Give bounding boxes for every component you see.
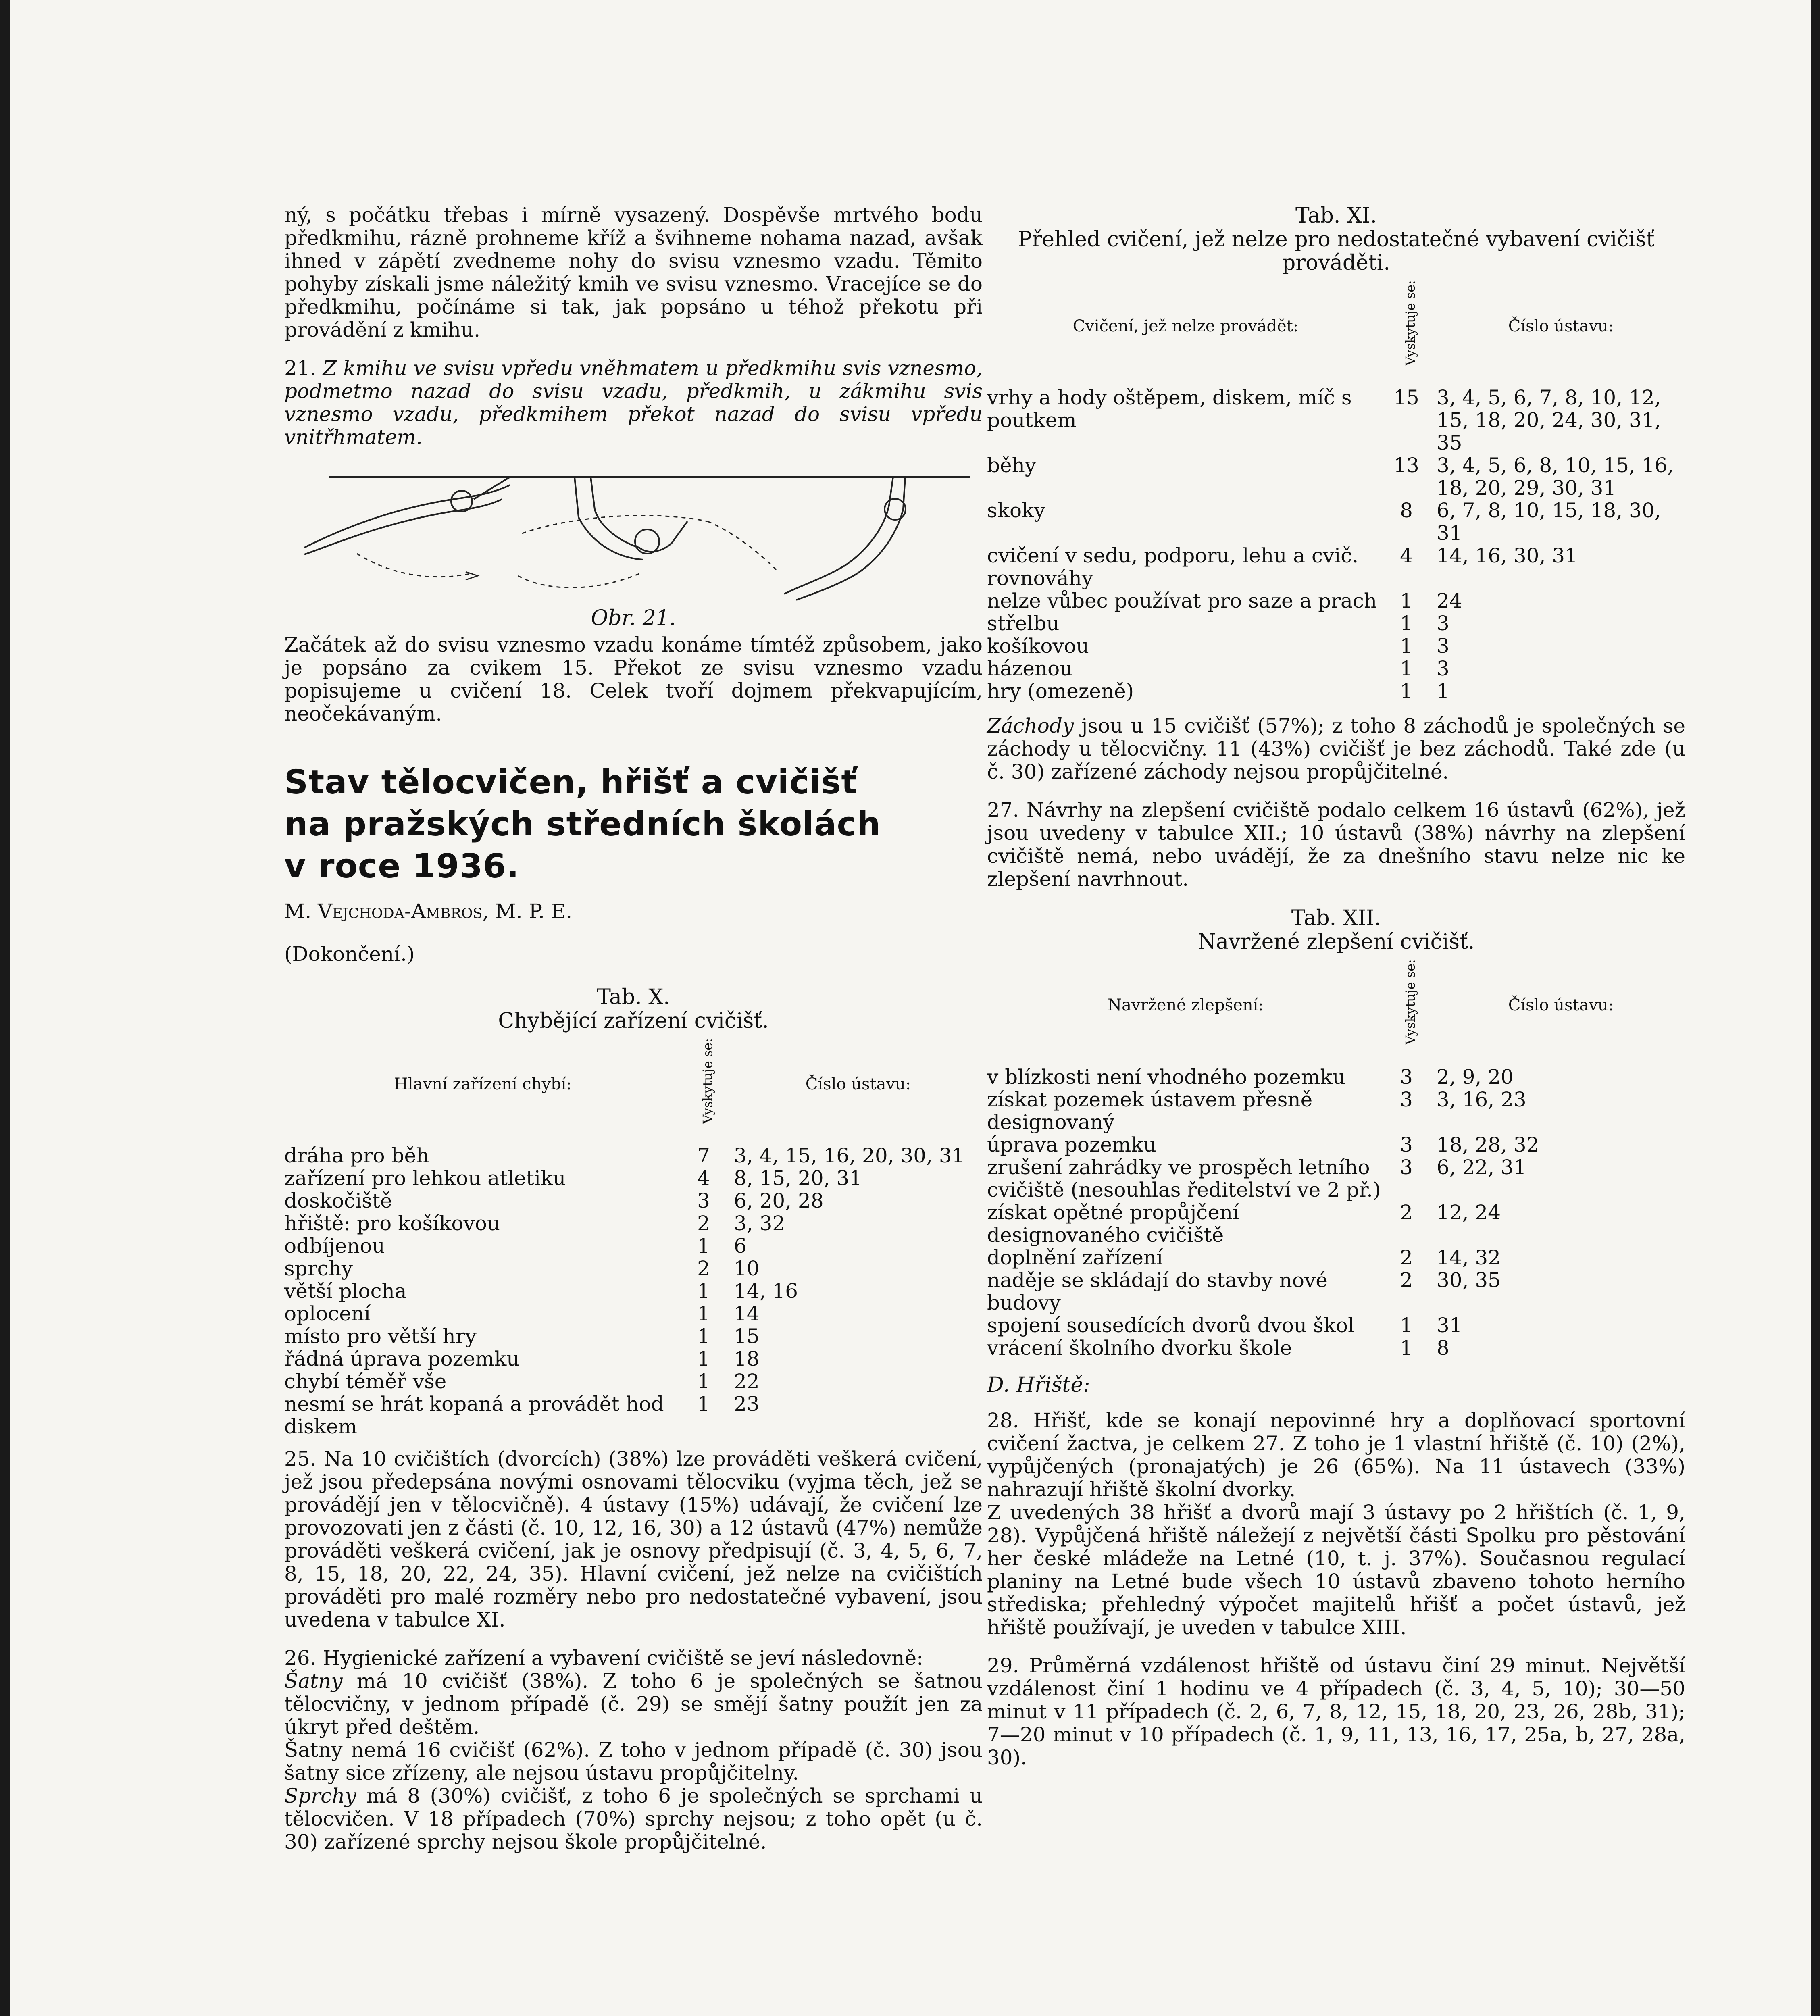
table-10-row	[284, 1280, 983, 1302]
table-10-cell-count: 4	[697, 1166, 710, 1190]
table-10-row	[284, 1212, 983, 1235]
table-10-cell-institutions: 6	[734, 1234, 747, 1258]
satny-label: Šatny	[284, 1669, 343, 1693]
zachody-text: jsou u 15 cvičišť (57%); z toho 8 záchodů je společných se záchody u tělocvičny. 11 (43%) cvičišť je bez záchodů. Také zde (u č. 30) zařízené záchody nejsou propůjčitelné.	[987, 714, 1685, 784]
table-10-cell-count: 1	[697, 1302, 710, 1326]
table-12-row	[987, 1133, 1685, 1156]
table-11-cell-institutions: 14, 16, 30, 31	[1437, 544, 1578, 568]
table-11-cell-institutions: 6, 7, 8, 10, 15, 18, 30, 31	[1437, 499, 1661, 545]
table-10-cell-count: 1	[697, 1279, 710, 1303]
table-12-cell-label: doplnění zařízení	[987, 1245, 1163, 1269]
table-12-title: Navržené zlepšení cvičišť.	[1197, 930, 1475, 954]
table-12-row	[987, 1337, 1685, 1359]
right-column	[987, 204, 1685, 1785]
title-line-3: v roce 1936.	[284, 847, 519, 885]
table-10-cell-count: 1	[697, 1347, 710, 1371]
table-12-cell-institutions: 2, 9, 20	[1437, 1065, 1514, 1089]
table-11-row	[987, 544, 1685, 589]
gymnast-illustration	[284, 461, 983, 602]
table-11-row	[987, 589, 1685, 612]
author-initial: M.	[284, 900, 312, 923]
table-12-cell-label: úprava pozemku	[987, 1133, 1156, 1156]
table-11-cell-count: 1	[1400, 634, 1413, 658]
table-10-cell-label: hřiště: pro košíkovou	[284, 1212, 500, 1235]
table-11-cell-count: 1	[1400, 657, 1413, 681]
table-12-cell-count: 1	[1400, 1336, 1413, 1360]
table-10-cell-institutions: 14, 16	[734, 1279, 798, 1303]
table-10-row	[284, 1189, 983, 1212]
table-11	[987, 280, 1685, 702]
table-10-number: Tab. X.	[597, 985, 670, 1009]
zachody-label: Záchody	[987, 714, 1074, 738]
table-10-cell-count: 2	[697, 1212, 710, 1235]
table-12-row	[987, 1246, 1685, 1269]
scan-border-right	[1811, 0, 1820, 2016]
table-11-cell-institutions: 3	[1437, 612, 1449, 635]
table-12-cell-count: 2	[1400, 1200, 1413, 1224]
table-12-cell-institutions: 3, 16, 23	[1437, 1087, 1526, 1111]
table-11-cell-institutions: 3	[1437, 657, 1449, 681]
table-11-cell-label: vrhy a hody oštěpem, diskem, míč s poutkem	[987, 386, 1352, 432]
table-11-cell-label: hry (omezeně)	[987, 679, 1134, 703]
table-10-cell-label: odbíjenou	[284, 1234, 385, 1258]
table-10-row	[284, 1393, 983, 1438]
table-12-cell-label: v blízkosti není vhodného pozemku	[987, 1065, 1345, 1089]
table-11-cell-institutions: 3, 4, 5, 6, 7, 8, 10, 12, 15, 18, 20, 24, 30, 31, 35	[1437, 386, 1661, 455]
table-10-cell-count: 7	[697, 1144, 710, 1168]
table-11-row	[987, 454, 1685, 499]
table-10-row	[284, 1144, 983, 1167]
article-author	[284, 900, 983, 923]
table-11-row	[987, 386, 1685, 454]
table-12-row	[987, 1156, 1685, 1201]
title-line-2: na pražských středních školách	[284, 805, 881, 843]
table-12-number: Tab. XII.	[1291, 906, 1381, 931]
table-11-row	[987, 657, 1685, 680]
table-11-row	[987, 635, 1685, 657]
table-10-cell-count: 3	[697, 1189, 710, 1213]
table-11-cell-count: 15	[1393, 386, 1419, 410]
table-12-cell-count: 3	[1400, 1133, 1413, 1156]
table-12-cell-count: 3	[1400, 1065, 1413, 1089]
table-12-row	[987, 1066, 1685, 1088]
table-12-header-col1: Navržené zlepšení:	[1108, 996, 1264, 1015]
table-12-cell-count: 1	[1400, 1313, 1413, 1337]
table-12-cell-institutions: 18, 28, 32	[1437, 1133, 1539, 1156]
table-10-cell-institutions: 14	[734, 1302, 760, 1326]
table-10-cell-label: oplocení	[284, 1302, 371, 1326]
table-11-cell-count: 8	[1400, 499, 1413, 523]
table-12-cell-count: 2	[1400, 1268, 1413, 1292]
table-11-cell-institutions: 3	[1437, 634, 1449, 658]
table-10-cell-institutions: 23	[734, 1392, 760, 1416]
sprchy-text: má 8 (30%) cvičišť, z toho 6 je společných se sprchami u tělocvičen. V 18 případech (70%) sprchy nejsou; z toho opět (u č. 30) zařízené sprchy nejsou škole propůjčitelné.	[284, 1784, 983, 1854]
sprchy-label: Sprchy	[284, 1784, 356, 1808]
table-10-cell-label: chybí téměř vše	[284, 1370, 447, 1393]
table-12-header-col2: Vyskytuje se:	[1403, 959, 1418, 1045]
table-12-row	[987, 1314, 1685, 1337]
table-11-cell-label: běhy	[987, 454, 1037, 477]
table-10-row	[284, 1325, 983, 1347]
table-10-cell-count: 1	[697, 1392, 710, 1416]
table-11-cell-count: 13	[1393, 454, 1419, 477]
table-11-header-col3: Číslo ústavu:	[1508, 317, 1614, 335]
table-10-cell-label: doskočiště	[284, 1189, 392, 1213]
table-12-row	[987, 1269, 1685, 1314]
paragraph-26-satny	[284, 1670, 983, 1739]
table-11-cell-institutions: 1	[1437, 679, 1449, 703]
section-d-heading: D. Hřiště:	[987, 1372, 1090, 1397]
table-10-cell-count: 1	[697, 1325, 710, 1348]
table-10-cell-label: větší plocha	[284, 1279, 407, 1303]
paragraph-28: 28. Hřišť, kde se konají nepovinné hry a doplňovací sportovní cvičení žactva, je celkem 27. Z toho je 1 vlastní hřiště (č. 10) (2%), vypůjčených (pronajatých) je 26 (65%). Na 11 ústavech (33%) nahrazují hřiště školní dvorky.	[987, 1408, 1685, 1501]
figure-caption: Obr. 21.	[591, 606, 676, 630]
paragraph-26-sprchy	[284, 1785, 983, 1854]
author-suffix: , M. P. E.	[482, 900, 573, 923]
table-10-cell-label: místo pro větší hry	[284, 1325, 477, 1348]
table-12-cell-institutions: 31	[1437, 1313, 1462, 1337]
table-10-row	[284, 1370, 983, 1393]
paragraph-25: 25. Na 10 cvičištích (dvorcích) (38%) lze prováděti veškerá cvičení, jež jsou předepsána novými osnovami tělocviku (vyjma těch, jež se provádějí jen v tělocvičně). 4 ústavy (15%) udávají, že cvičení lze provozovati jen z části (č. 10, 12, 16, 30) a 12 ústavů (47%) nemůže prováděti veškerá cvičení, jak je osnovy předpisují (č. 3, 4, 5, 6, 7, 8, 15, 18, 20, 22, 24, 35). Hlavní cvičení, jež nelze na cvičištích prováděti pro malé rozměry nebo pro nedostatečné vybavení, jsou uvedena v tabulce XI.	[284, 1447, 983, 1632]
paragraph-zachody	[987, 714, 1685, 783]
continuation-note: (Dokončení.)	[284, 942, 415, 966]
title-line-1: Stav tělocvičen, hřišť a cvičišť	[284, 763, 858, 802]
table-11-row	[987, 680, 1685, 702]
table-12-row	[987, 1201, 1685, 1246]
table-10-header-col1: Hlavní zařízení chybí:	[394, 1075, 572, 1093]
table-10-cell-label: zařízení pro lehkou atletiku	[284, 1166, 566, 1190]
table-10-cell-institutions: 22	[734, 1370, 760, 1393]
table-10-row	[284, 1235, 983, 1257]
table-10-cell-count: 2	[697, 1257, 710, 1281]
table-12-cell-label: spojení sousedících dvorů dvou škol	[987, 1313, 1355, 1337]
exercise-21-text: Z kmihu ve svisu vpředu vněhmatem u předkmihu svis vznesmo, podmetmo nazad do svisu vzadu, předkmih, u zákmihu svis vznesmo vzadu, předkmihem překot nazad do svisu vpředu vnitřhmatem.	[284, 356, 983, 449]
table-12-cell-institutions: 8	[1437, 1336, 1449, 1360]
table-11-cell-label: cvičení v sedu, podporu, lehu a cvič. rovnováhy	[987, 544, 1359, 590]
table-12-cell-institutions: 12, 24	[1437, 1200, 1501, 1224]
table-11-cell-label: střelbu	[987, 612, 1060, 635]
table-12-cell-count: 3	[1400, 1155, 1413, 1179]
table-10-row	[284, 1167, 983, 1189]
table-11-cell-institutions: 3, 4, 5, 6, 8, 10, 15, 16, 18, 20, 29, 30, 31	[1437, 454, 1674, 500]
table-12-cell-institutions: 6, 22, 31	[1437, 1155, 1526, 1179]
table-10-cell-count: 1	[697, 1370, 710, 1393]
table-11-row	[987, 612, 1685, 635]
article-title	[284, 762, 983, 887]
table-10-row	[284, 1302, 983, 1325]
table-10-title: Chybějící zařízení cvičišť.	[498, 1009, 769, 1033]
table-12-header-col3: Číslo ústavu:	[1508, 996, 1614, 1015]
table-12-cell-institutions: 30, 35	[1437, 1268, 1501, 1292]
table-10-cell-label: řádná úprava pozemku	[284, 1347, 520, 1371]
table-10	[284, 1038, 983, 1438]
exercise-21	[284, 357, 983, 449]
table-12	[987, 959, 1685, 1359]
table-12-cell-count: 3	[1400, 1087, 1413, 1111]
table-12-cell-label: získat pozemek ústavem přesně designovaný	[987, 1087, 1313, 1134]
figure-21	[284, 461, 983, 602]
table-10-header-col3: Číslo ústavu:	[805, 1075, 911, 1093]
table-11-cell-count: 1	[1400, 679, 1413, 703]
table-10-header-col2: Vyskytuje se:	[700, 1038, 715, 1124]
paragraph-29: 29. Průměrná vzdálenost hřiště od ústavu činí 29 minut. Největší vzdálenost činí 1 hodinu ve 4 případech (č. 3, 4, 5, 10); 30—50 minut v 11 případech (č. 2, 6, 7, 8, 12, 15, 18, 20, 23, 26, 28b, 31); 7—20 minut v 10 případech (č. 1, 9, 11, 13, 16, 17, 25a, b, 27, 28a, 30).	[987, 1654, 1685, 1769]
scan-border-left	[0, 0, 10, 2016]
paragraph-26-intro: 26. Hygienické zařízení a vybavení cvičiště se jeví následovně:	[284, 1646, 923, 1670]
table-11-title: Přehled cvičení, jež nelze pro nedostatečné vybavení cvičišť prováděti.	[1018, 227, 1655, 275]
table-11-cell-institutions: 24	[1437, 589, 1462, 613]
table-11-header-col1: Cvičení, jež nelze provádět:	[1072, 317, 1299, 335]
table-11-header-col2: Vyskytuje se:	[1403, 280, 1418, 366]
table-10-cell-institutions: 18	[734, 1347, 760, 1371]
table-10-cell-institutions: 15	[734, 1325, 760, 1348]
table-10-row	[284, 1257, 983, 1280]
table-10-cell-count: 1	[697, 1234, 710, 1258]
intro-paragraph: ný, s počátku třebas i mírně vysazený. Dospěvše mrtvého bodu předkmihu, rázně prohneme kříž a švihneme nohama nazad, avšak ihned v zápětí zvedneme nohy do svisu vznesmo vzadu. Těmito pohyby získali jsme náležitý kmih ve svisu vznesmo. Vracejíce se do předkmihu, počínáme si tak, jak popsáno u téhož překotu při provádění z kmihu.	[284, 203, 983, 342]
paragraph-28b: Z uvedených 38 hřišť a dvorů mají 3 ústavy po 2 hřištích (č. 1, 9, 28). Vypůjčená hřiště náležejí z největší části Spolku pro pěstování her české mládeže na Letné (10, t. j. 37%). Současnou regulací planiny na Letné bude všech 10 ústavů zbaveno tohoto herního střediska; přehledný výpočet majitelů hřišť a počet ústavů, jež hřiště používají, je uveden v tabulce XIII.	[987, 1500, 1685, 1639]
paragraph-26-satny-2: Šatny nemá 16 cvičišť (62%). Z toho v jednom případě (č. 30) jsou šatny sice zřízeny, ale nejsou ústavu propůjčitelny.	[284, 1738, 983, 1785]
table-10-cell-label: sprchy	[284, 1257, 353, 1281]
satny-text: má 10 cvičišť (38%). Z toho 6 je společných se šatnou tělocvičny, v jednom případě (č. 29) se smějí šatny použít jen za úkryt před deštěm.	[284, 1669, 983, 1739]
table-10-cell-institutions: 3, 32	[734, 1212, 785, 1235]
table-11-cell-count: 1	[1400, 612, 1413, 635]
table-12-cell-label: vrácení školního dvorku škole	[987, 1336, 1292, 1360]
table-12-cell-institutions: 14, 32	[1437, 1245, 1501, 1269]
table-11-cell-label: nelze vůbec používat pro saze a prach	[987, 589, 1377, 613]
table-12-cell-label: získat opětné propůjčení designovaného cvičiště	[987, 1200, 1239, 1247]
table-12-cell-label: zrušení zahrádky ve prospěch letního cvičiště (nesouhlas ředitelství ve 2 př.)	[987, 1155, 1381, 1202]
table-10-cell-institutions: 10	[734, 1257, 760, 1281]
table-12-cell-count: 2	[1400, 1245, 1413, 1269]
table-11-number: Tab. XI.	[1295, 204, 1377, 228]
table-11-cell-label: házenou	[987, 657, 1073, 681]
table-11-row	[987, 499, 1685, 544]
exercise-21-number: 21.	[284, 356, 317, 380]
table-10-row	[284, 1347, 983, 1370]
table-10-cell-label: nesmí se hrát kopaná a provádět hod diskem	[284, 1392, 664, 1439]
table-11-cell-count: 1	[1400, 589, 1413, 613]
table-11-cell-label: skoky	[987, 499, 1045, 523]
table-10-cell-label: dráha pro běh	[284, 1144, 429, 1168]
paragraph-27: 27. Návrhy na zlepšení cvičiště podalo celkem 16 ústavů (62%), jež jsou uvedeny v tabulce XII.; 10 ústavů (38%) návrhy na zlepšení cvičiště nemá, nebo uvádějí, že za dnešního stavu nelze nic ke zlepšení navrhnout.	[987, 798, 1685, 891]
table-12-row	[987, 1088, 1685, 1133]
paragraph-after-figure: Začátek až do svisu vznesmo vzadu konáme tímtéž způsobem, jako je popsáno za cvikem 15. Překot ze svisu vznesmo vzadu popisujeme u cvičení 18. Celek tvoří dojmem překvapujícím, neočekávaným.	[284, 633, 983, 725]
table-11-cell-count: 4	[1400, 544, 1413, 568]
table-10-cell-institutions: 8, 15, 20, 31	[734, 1166, 862, 1190]
table-11-cell-label: košíkovou	[987, 634, 1089, 658]
left-column	[284, 204, 983, 1869]
table-10-cell-institutions: 6, 20, 28	[734, 1189, 824, 1213]
table-12-cell-label: naděje se skládají do stavby nové budovy	[987, 1268, 1328, 1314]
table-10-cell-institutions: 3, 4, 15, 16, 20, 30, 31	[734, 1144, 965, 1168]
author-name: Vejchoda-Ambros	[318, 900, 483, 923]
